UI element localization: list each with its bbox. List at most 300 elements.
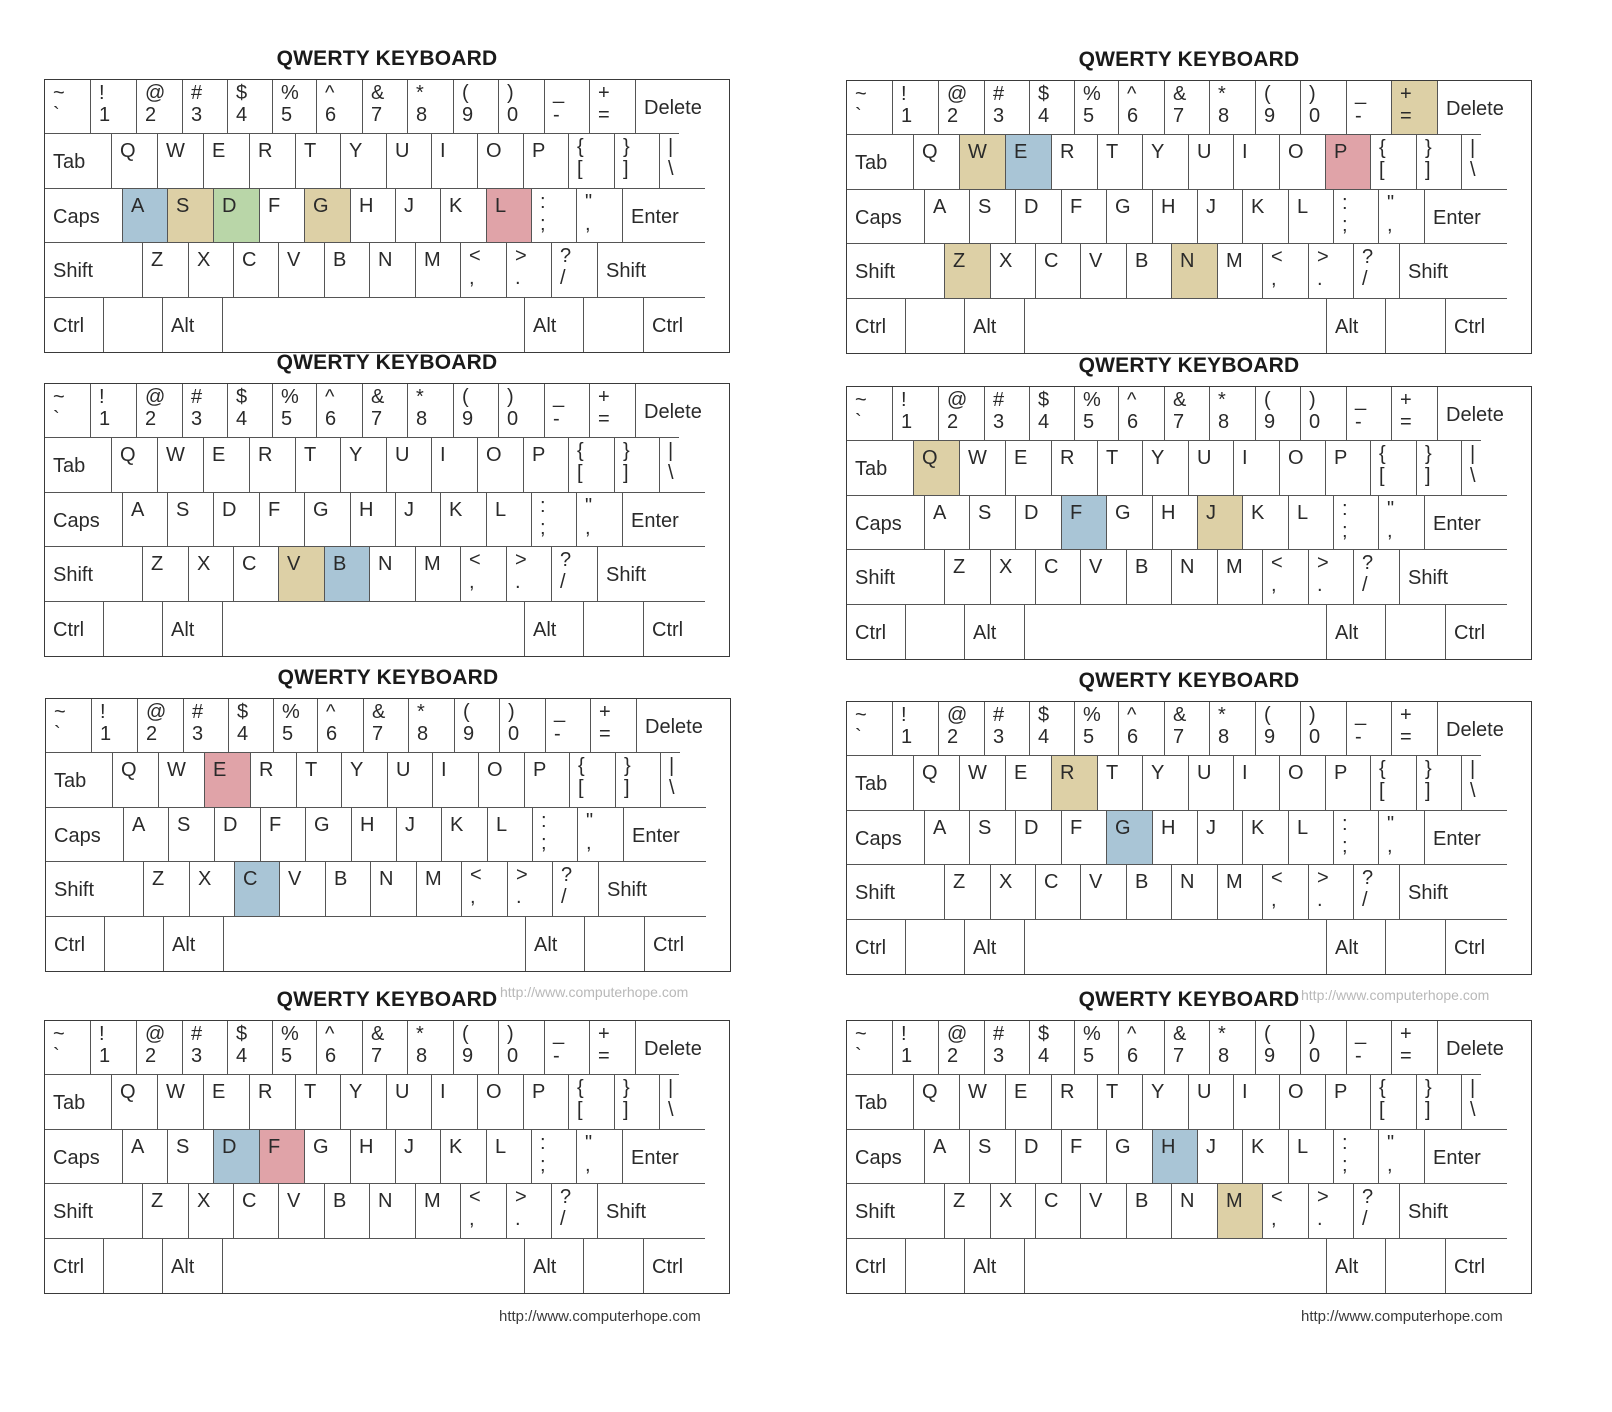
key-1 (893, 1021, 939, 1075)
key-minus-label: - (553, 1045, 560, 1067)
key-lbracket-label: [ (577, 462, 583, 485)
key-comma-label: , (1271, 1208, 1277, 1231)
key-u-label: U (1197, 141, 1212, 164)
key-equals-shift-label: + (1400, 704, 1412, 726)
key-comma-label: , (1271, 268, 1277, 291)
key-p (1326, 1075, 1371, 1129)
key-period-shift-label: > (515, 1186, 527, 1209)
key-lshift-label: Shift (855, 567, 896, 590)
key-l-label: L (1297, 195, 1309, 218)
key-p-label: P (532, 1081, 546, 1104)
key-k (1243, 1130, 1289, 1184)
key-enter-label: Enter (1433, 827, 1481, 850)
key-t (1098, 756, 1143, 810)
key-ralt (525, 298, 584, 352)
key-k-label: K (449, 1135, 463, 1158)
key-1 (91, 80, 137, 134)
key-k (1243, 496, 1289, 550)
key-c-label: C (242, 249, 257, 272)
key-semicolon-shift-label: : (1342, 812, 1348, 835)
key-a (925, 1130, 970, 1184)
key-h-label: H (1161, 195, 1176, 218)
key-q-label: Q (922, 141, 938, 164)
key-ralt (526, 917, 585, 971)
key-6-label: 6 (325, 104, 337, 126)
key-c-label: C (242, 553, 257, 576)
key-period-label: . (1317, 574, 1323, 597)
key-i (1234, 441, 1280, 495)
key-rshift-label: Shift (1408, 1201, 1449, 1224)
key-5-label: 5 (281, 104, 293, 126)
key-5-shift-label: % (281, 386, 299, 408)
credit-link[interactable]: http://www.computerhope.com (499, 1308, 701, 1325)
key-equals (1392, 387, 1438, 441)
key-period-shift-label: > (1317, 246, 1329, 269)
key-e-label: E (1014, 1081, 1028, 1104)
key-lctrl (45, 1239, 104, 1293)
key-n-label: N (378, 1190, 393, 1213)
key-t-label: T (304, 140, 317, 163)
key-5 (273, 1021, 317, 1075)
key-u (387, 1075, 432, 1129)
key-grave (45, 384, 91, 438)
key-delete-label: Delete (1446, 98, 1504, 120)
key-lshift (46, 862, 144, 916)
key-row-3 (45, 189, 729, 243)
key-lbracket-shift-label: { (577, 136, 584, 159)
credit-link[interactable]: http://www.computerhope.com (500, 984, 689, 1000)
key-equals-label: = (598, 408, 610, 430)
key-z-label: Z (953, 1190, 966, 1213)
key-w (159, 753, 205, 807)
key-minus (546, 699, 591, 753)
key-2-shift-label: @ (947, 83, 968, 105)
key-7-label: 7 (371, 408, 383, 430)
key-rbracket (1417, 135, 1462, 189)
key-r (1052, 441, 1098, 495)
key-p-label: P (1334, 762, 1348, 785)
keyboard-title: QWERTY KEYBOARD (276, 47, 498, 70)
key-t (1098, 441, 1143, 495)
key-a-label: A (933, 501, 947, 524)
key-lbracket (569, 1075, 615, 1129)
key-f (1062, 1130, 1107, 1184)
key-grave (45, 80, 91, 134)
key-e-label: E (1014, 762, 1028, 785)
key-comma-label: , (469, 1208, 475, 1231)
key-s-label: S (978, 195, 992, 218)
key-rbracket-shift-label: } (624, 755, 631, 778)
key-row-3 (45, 493, 729, 547)
key-8-label: 8 (416, 104, 428, 126)
key-2-shift-label: @ (145, 82, 166, 104)
key-comma (1263, 865, 1309, 919)
key-m-label: M (1226, 871, 1243, 894)
key-8-label: 8 (1218, 411, 1230, 433)
key-9-label: 9 (1264, 105, 1276, 127)
key-tab (46, 753, 113, 807)
key-delete-label: Delete (644, 97, 702, 119)
key-v (1081, 1184, 1127, 1238)
key-c (235, 862, 280, 916)
key-comma (461, 1184, 507, 1238)
key-lalt-label: Alt (973, 315, 997, 338)
key-semicolon (533, 808, 578, 862)
key-ralt-label: Alt (533, 618, 557, 641)
key-1 (893, 387, 939, 441)
key-comma-shift-label: < (1271, 867, 1283, 890)
key-semicolon (1334, 811, 1379, 865)
key-4-label: 4 (236, 1045, 248, 1067)
key-z-label: Z (151, 553, 164, 576)
key-c (1036, 1184, 1081, 1238)
key-r-label: R (259, 759, 274, 782)
key-quote (577, 1130, 623, 1184)
key-rbracket (1417, 1075, 1462, 1129)
key-r-label: R (258, 444, 273, 467)
key-9 (1256, 387, 1301, 441)
key-7-shift-label: & (372, 701, 386, 723)
key-lctrl (847, 1239, 906, 1293)
key-tab-label: Tab (855, 152, 888, 175)
key-ralt-label: Alt (533, 314, 557, 337)
keyboard-title: QWERTY KEYBOARD (277, 666, 499, 689)
key-d (1016, 496, 1062, 550)
key-rbracket-shift-label: } (623, 440, 630, 463)
key-u-label: U (395, 444, 410, 467)
key-8-label: 8 (1218, 105, 1230, 127)
key-4-label: 4 (1038, 105, 1050, 127)
key-grave-label: ` (855, 1045, 862, 1067)
key-6-label: 6 (1127, 1045, 1139, 1067)
key-j (396, 1130, 441, 1184)
key-row-1 (45, 1021, 729, 1075)
key-g-label: G (313, 498, 329, 521)
key-5-shift-label: % (1083, 1023, 1101, 1045)
key-comma-shift-label: < (469, 549, 481, 572)
key-equals (591, 699, 637, 753)
key-q (914, 756, 960, 810)
key-3-label: 3 (192, 723, 204, 745)
key-6 (318, 699, 364, 753)
key-quote-shift-label: " (1387, 812, 1395, 835)
key-grave-label: ` (54, 723, 61, 745)
key-r (1052, 756, 1098, 810)
key-grave-label: ` (53, 1045, 60, 1067)
key-grave (847, 81, 893, 135)
key-e (1006, 441, 1052, 495)
key-enter-label: Enter (631, 509, 679, 532)
key-s (169, 808, 215, 862)
key-j (397, 808, 442, 862)
key-lctrl-label: Ctrl (53, 314, 85, 337)
key-6 (1119, 1021, 1165, 1075)
key-space (223, 1239, 525, 1293)
key-period-shift-label: > (1317, 552, 1329, 575)
key-f-label: F (268, 498, 281, 521)
key-f (1062, 811, 1107, 865)
key-tab-label: Tab (53, 455, 86, 478)
key-t (296, 134, 341, 188)
key-0-shift-label: ) (1309, 1023, 1316, 1045)
key-q-label: Q (121, 759, 137, 782)
key-lalt (965, 920, 1025, 974)
key-caps (847, 811, 925, 865)
key-h (1153, 1130, 1198, 1184)
key-delete-label: Delete (1446, 1038, 1504, 1060)
key-5 (1075, 1021, 1119, 1075)
keyboard-4 (846, 354, 1532, 659)
key-lctrl-label: Ctrl (53, 1255, 85, 1278)
key-quote-shift-label: " (1387, 191, 1395, 214)
key-9-shift-label: ( (462, 82, 469, 104)
key-r-label: R (1060, 141, 1075, 164)
key-caps-label: Caps (53, 205, 100, 228)
key-lalt-label: Alt (171, 1255, 195, 1278)
key-rctrl (644, 1239, 703, 1293)
key-j-label: J (1206, 501, 1216, 524)
key-minus-label: - (553, 408, 560, 430)
key-lwin (104, 298, 163, 352)
key-slash-label: / (560, 571, 566, 594)
key-rctrl-label: Ctrl (1454, 315, 1486, 338)
key-p-label: P (533, 759, 547, 782)
key-period-label: . (1317, 268, 1323, 291)
key-h (1153, 190, 1198, 244)
key-7-shift-label: & (1173, 704, 1187, 726)
key-minus (1347, 1021, 1392, 1075)
key-rbracket-label: ] (1425, 780, 1431, 803)
key-h (1153, 811, 1198, 865)
key-lbracket (1371, 756, 1417, 810)
key-p (525, 753, 570, 807)
key-rctrl (645, 917, 704, 971)
key-slash (552, 1184, 598, 1238)
key-i-label: I (1242, 762, 1248, 785)
key-n-label: N (378, 249, 393, 272)
key-row-3 (847, 190, 1531, 244)
key-f-label: F (268, 1135, 281, 1158)
key-equals-shift-label: + (598, 82, 610, 104)
key-m-label: M (424, 1190, 441, 1213)
key-rwin (584, 1239, 644, 1293)
key-b-label: B (1135, 1190, 1149, 1213)
key-8-shift-label: * (416, 386, 424, 408)
key-rbracket (615, 1075, 660, 1129)
key-rbracket-label: ] (623, 462, 629, 485)
key-4-label: 4 (1038, 1045, 1050, 1067)
key-g-label: G (314, 813, 330, 836)
key-1-shift-label: ! (901, 83, 907, 105)
key-4-shift-label: $ (236, 1023, 248, 1045)
key-rshift-label: Shift (606, 1201, 647, 1224)
key-2 (138, 699, 184, 753)
key-w (158, 438, 204, 492)
key-k (441, 493, 487, 547)
key-u (387, 438, 432, 492)
key-i-label: I (441, 759, 447, 782)
key-9-shift-label: ( (1264, 83, 1271, 105)
key-q (914, 441, 960, 495)
key-9-label: 9 (1264, 411, 1276, 433)
key-rshift-label: Shift (606, 260, 647, 283)
key-enter (1425, 496, 1507, 550)
key-b (1127, 550, 1172, 604)
key-grave (847, 702, 893, 756)
key-2-label: 2 (145, 104, 157, 126)
key-6-shift-label: ^ (325, 1023, 335, 1045)
key-lbracket-label: [ (1379, 780, 1385, 803)
key-9 (1256, 702, 1301, 756)
key-w (158, 134, 204, 188)
key-n-label: N (379, 868, 394, 891)
key-h-label: H (1161, 1135, 1176, 1158)
key-w-label: W (166, 1081, 185, 1104)
key-i-label: I (440, 444, 446, 467)
key-enter (623, 1130, 705, 1184)
key-semicolon-label: ; (541, 831, 547, 854)
key-d (214, 189, 260, 243)
key-x-label: X (197, 1190, 211, 1213)
key-backslash-label: \ (1470, 159, 1476, 182)
key-8 (408, 1021, 454, 1075)
key-rshift-label: Shift (1408, 261, 1449, 284)
key-delete-label: Delete (644, 1038, 702, 1060)
key-b (326, 862, 371, 916)
key-ralt (525, 602, 584, 656)
key-e-label: E (1014, 447, 1028, 470)
key-y-label: Y (349, 140, 363, 163)
key-z (945, 865, 991, 919)
key-delete (637, 699, 703, 753)
key-a (925, 811, 970, 865)
keyboard-1 (44, 47, 730, 352)
key-delete-label: Delete (645, 716, 703, 738)
key-comma (462, 862, 508, 916)
key-x-label: X (198, 868, 212, 891)
key-m-label: M (1226, 250, 1243, 273)
key-i (1234, 756, 1280, 810)
credit-link[interactable]: http://www.computerhope.com (1301, 1308, 1503, 1325)
key-k (1243, 811, 1289, 865)
key-g-label: G (1115, 816, 1131, 839)
key-l (487, 189, 532, 243)
key-3-shift-label: # (993, 704, 1005, 726)
key-d-label: D (1024, 501, 1039, 524)
keyboard-5 (45, 666, 731, 971)
key-0-label: 0 (507, 1045, 519, 1067)
key-y-label: Y (1151, 1081, 1165, 1104)
key-enter (1425, 190, 1507, 244)
key-semicolon-shift-label: : (1342, 191, 1348, 214)
key-5 (273, 80, 317, 134)
key-quote-label: , (585, 212, 591, 235)
key-rctrl (1446, 920, 1505, 974)
key-t-label: T (1106, 1081, 1119, 1104)
key-row-2 (45, 438, 729, 492)
key-comma-label: , (1271, 574, 1277, 597)
key-q-label: Q (120, 444, 136, 467)
key-comma-label: , (469, 571, 475, 594)
key-n-label: N (1180, 1190, 1195, 1213)
key-5-shift-label: % (1083, 389, 1101, 411)
key-backslash (1462, 1075, 1507, 1129)
key-3-label: 3 (993, 726, 1005, 748)
credit-link[interactable]: http://www.computerhope.com (1301, 987, 1490, 1003)
key-equals-label: = (599, 723, 611, 745)
key-x-label: X (197, 249, 211, 272)
key-rwin (1386, 299, 1446, 353)
key-3 (184, 699, 229, 753)
key-y (1143, 1075, 1189, 1129)
key-x-label: X (999, 556, 1013, 579)
key-6 (1119, 387, 1165, 441)
key-quote (577, 189, 623, 243)
key-1-label: 1 (901, 726, 913, 748)
key-s (970, 190, 1016, 244)
key-lshift (847, 244, 945, 298)
key-8 (1210, 702, 1256, 756)
key-backslash (660, 134, 705, 188)
key-enter-label: Enter (1433, 1146, 1481, 1169)
key-3-shift-label: # (993, 83, 1005, 105)
key-q (914, 135, 960, 189)
key-row-5 (46, 917, 730, 971)
key-4-label: 4 (237, 723, 249, 745)
key-o-label: O (1288, 447, 1304, 470)
key-space (1025, 299, 1327, 353)
key-l (1289, 1130, 1334, 1184)
key-backslash (660, 1075, 705, 1129)
key-lctrl-label: Ctrl (54, 933, 86, 956)
key-rctrl-label: Ctrl (1454, 621, 1486, 644)
key-y (1143, 441, 1189, 495)
key-equals-label: = (598, 104, 610, 126)
key-grave-shift-label: ~ (855, 389, 867, 411)
key-row-1 (847, 1021, 1531, 1075)
key-semicolon (1334, 496, 1379, 550)
key-backslash-shift-label: | (1470, 137, 1476, 160)
key-p (1326, 756, 1371, 810)
key-u-label: U (396, 759, 411, 782)
key-6-shift-label: ^ (1127, 704, 1137, 726)
key-7-label: 7 (372, 723, 384, 745)
key-2 (939, 387, 985, 441)
key-4-shift-label: $ (236, 386, 248, 408)
key-q (112, 438, 158, 492)
key-j (1198, 496, 1243, 550)
key-a (123, 1130, 168, 1184)
key-enter (623, 189, 705, 243)
key-5-shift-label: % (1083, 704, 1101, 726)
key-6 (1119, 81, 1165, 135)
key-d-label: D (1024, 195, 1039, 218)
key-1-shift-label: ! (99, 1023, 105, 1045)
key-semicolon-shift-label: : (540, 190, 546, 213)
key-n (370, 243, 416, 297)
key-8 (408, 80, 454, 134)
key-2-label: 2 (947, 105, 959, 127)
key-j (396, 493, 441, 547)
key-9 (454, 384, 499, 438)
key-1 (91, 1021, 137, 1075)
key-1-label: 1 (901, 105, 913, 127)
key-slash (552, 243, 598, 297)
key-3 (985, 81, 1030, 135)
key-l (487, 493, 532, 547)
key-d-label: D (222, 1135, 237, 1158)
key-period (507, 1184, 552, 1238)
